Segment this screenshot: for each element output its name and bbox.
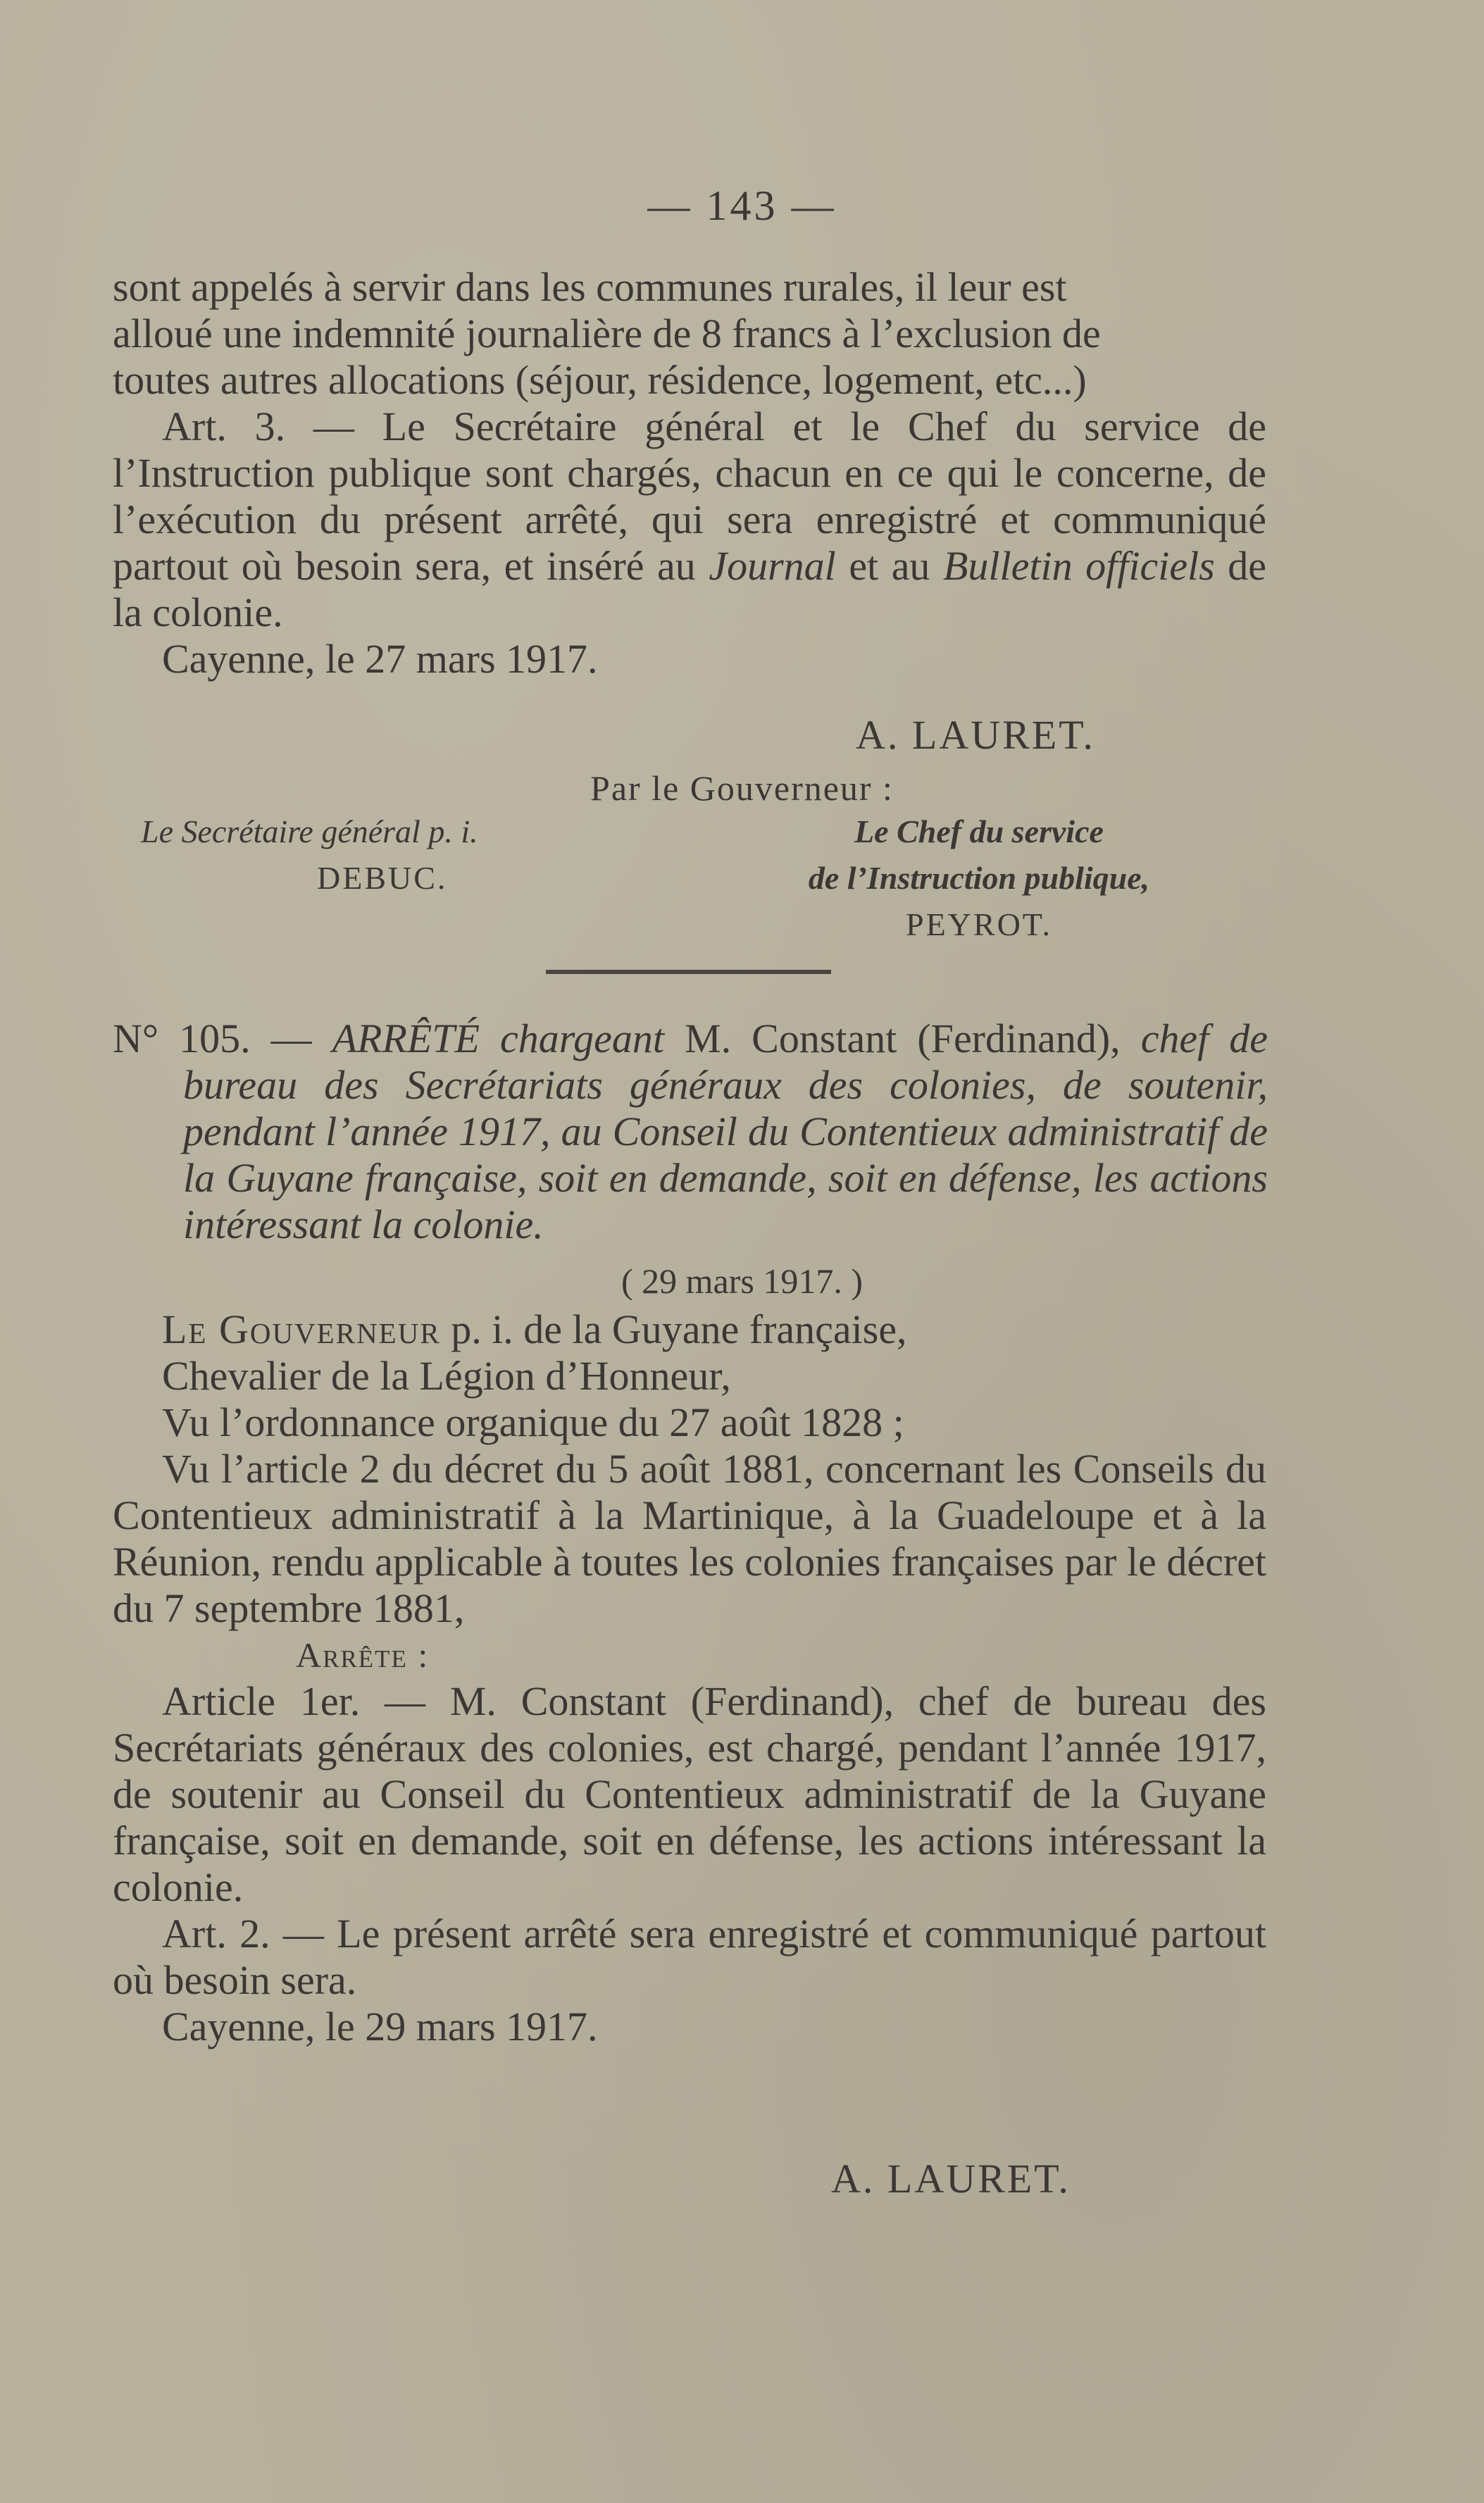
- article-3: [113, 404, 1266, 636]
- arrete-heading-rest: chef de bureau des Secrétariats généraux des colonies, de soutenir, pendant l’année 1917, au Conseil du Contentieux administratif de la Guyane française, soit en demande, soit en défense, les actions intéressant la colonie.: [183, 1016, 1268, 1247]
- arrete-105-body: [113, 1306, 1266, 2050]
- journal-word: Journal: [709, 543, 836, 589]
- vu-ordonnance: Vu l’ordonnance organique du 27 août 1828 ;: [162, 1399, 904, 1445]
- et-au: et au: [849, 543, 930, 589]
- arrete-person-name: M. Constant (Ferdinand),: [685, 1016, 1121, 1061]
- par-le-gouverneur: Par le Gouverneur :: [590, 768, 894, 808]
- text-line: toutes autres allocations (séjour, résidence, logement, etc...): [113, 357, 1087, 403]
- chief-title-1: Le Chef du service: [854, 813, 1104, 849]
- secretary-column: [141, 809, 634, 901]
- arrete-label: Arrête :: [296, 1635, 430, 1675]
- arrete-105-date: ( 29 mars 1917. ): [621, 1261, 863, 1301]
- bulletin-words: Bulletin officiels: [942, 543, 1215, 589]
- section-divider: [546, 970, 831, 974]
- gouverneur-title: Le Gouverneur: [162, 1306, 441, 1352]
- top-paragraph: [113, 264, 1266, 682]
- chief-name: PEYROT.: [906, 906, 1052, 942]
- arrete-number: N° 105. —: [113, 1016, 312, 1061]
- article-2: Art. 2. — Le présent arrêté sera enregistré et communiqué partout où besoin sera.: [113, 1911, 1266, 2003]
- arrete-heading-part1: ARRÊTÉ chargeant: [332, 1016, 665, 1061]
- date-line-1: Cayenne, le 27 mars 1917.: [162, 636, 598, 682]
- article-3-text: Art. 3. — Le Secrétaire général et le Chef du service de l’Instruction publique sont chargés, chacun en ce qui le concerne, de l’exécution du présent arrêté, qui sera enregistré et communiqué partout où besoin sera, et inséré au: [113, 404, 1266, 589]
- date-line-2: Cayenne, le 29 mars 1917.: [162, 2004, 598, 2049]
- gouverneur-rest: p. i. de la Guyane française,: [451, 1306, 907, 1352]
- chief-title-2: de l’Instruction publique,: [808, 860, 1150, 896]
- colonie-word: de la colonie.: [113, 543, 1267, 635]
- secretary-title: Le Secrétaire général p. i.: [141, 813, 478, 849]
- vu-article: Vu l’article 2 du décret du 5 août 1881, concernant les Conseils du Contentieux administratif à la Martinique, à la Guadeloupe et à la Réunion, rendu applicable à toutes les colonies françaises par le décret du 7 septembre 1881,: [113, 1446, 1266, 1631]
- signature-lauret-2: A. LAURET.: [831, 2156, 1071, 2202]
- signature-lauret-1: A. LAURET.: [856, 712, 1095, 758]
- page-number: — 143 —: [647, 182, 837, 229]
- gouverneur-line: [113, 1306, 1266, 1353]
- chevalier-line: Chevalier de la Légion d’Honneur,: [162, 1353, 731, 1399]
- article-1: Article 1er. — M. Constant (Ferdinand), chef de bureau des Secrétariats généraux des colonies, est chargé, pendant l’année 1917, de soutenir au Conseil du Contentieux administratif de la Guyane française, soit en demande, soit en défense, les actions intéressant la colonie.: [113, 1678, 1266, 1910]
- text-line: sont appelés à servir dans les communes rurales, il leur est: [113, 264, 1067, 310]
- text-line: alloué une indemnité journalière de 8 francs à l’exclusion de: [113, 311, 1101, 356]
- chief-column: [761, 809, 1197, 948]
- secretary-name: DEBUC.: [317, 860, 448, 896]
- arrete-105-heading: [113, 1016, 1268, 1248]
